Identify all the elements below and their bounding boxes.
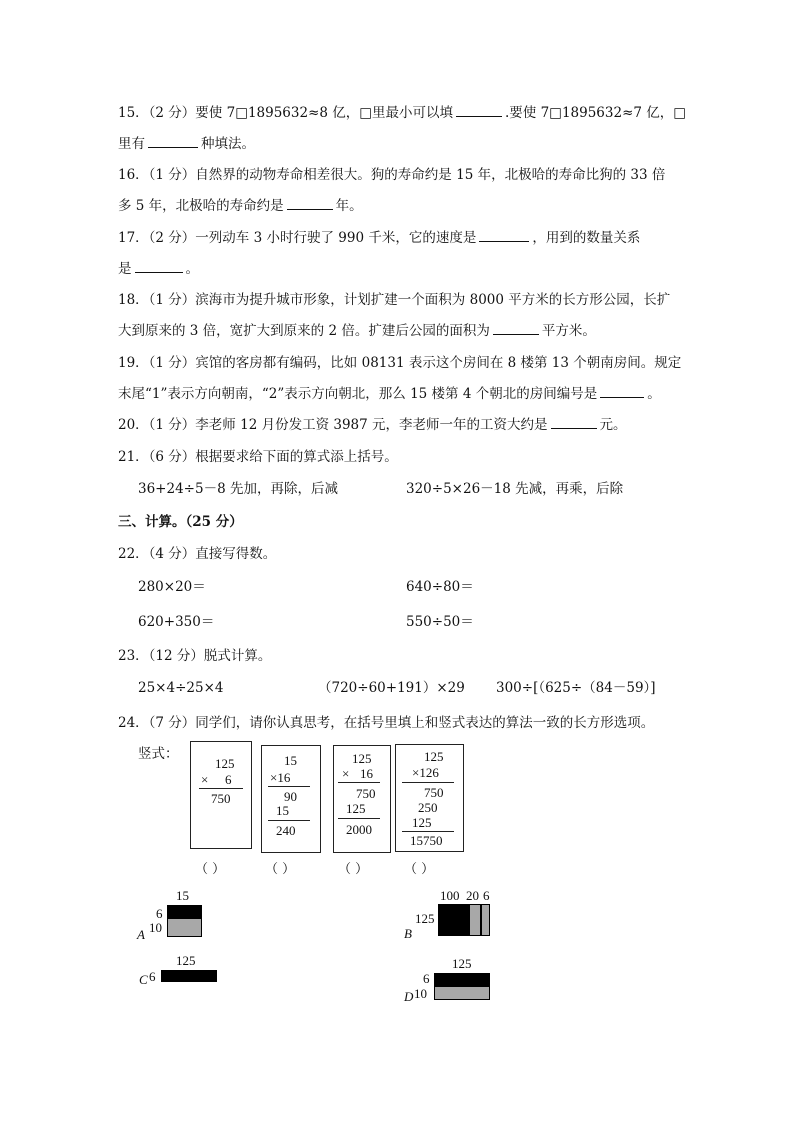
fig-c-left-label: 6 — [149, 969, 156, 984]
q21-title — [118, 448, 398, 466]
q16-line2 — [118, 197, 363, 215]
section-3-heading: 三、计算。（25 分） — [118, 514, 243, 530]
box4-rule-2 — [402, 831, 454, 832]
q17-line2 — [118, 260, 199, 278]
q19-text-b: 末尾“1”表示方向朝南，“2”表示方向朝北，那么 15 楼第 4 个朝北的房间编号是 — [118, 386, 598, 402]
fig-c-letter: C — [139, 972, 148, 987]
fig-d-gray-part — [434, 986, 490, 1000]
box1-product: 750 — [211, 791, 231, 806]
box1-rule — [199, 788, 243, 789]
q21-text: 21．（6 分）根据要求给下面的算式添上括号。 — [118, 449, 398, 465]
q15-text-b: .要使 7□1895632≈7 亿，□ — [505, 105, 687, 121]
box4-partial-1: 750 — [424, 785, 444, 800]
q22-item-4[interactable]: 550÷50＝ — [406, 614, 474, 630]
box3-product: 2000 — [346, 822, 372, 837]
q16-blank[interactable] — [287, 197, 333, 210]
q18-text-a: 18．（1 分）滨海市为提升城市形象，计划扩建一个面积为 8000 平方米的长方形公园，长扩 — [118, 292, 671, 308]
q15-text-d: 种填法。 — [201, 136, 255, 152]
q18-line2 — [118, 322, 596, 340]
q17-text-a: 17．（2 分）一列动车 3 小时行驶了 990 千米，它的速度是 — [118, 230, 477, 246]
fig-d-black-part — [434, 973, 490, 986]
box3-multiplicand: 125 — [352, 751, 372, 766]
fig-c-black-part — [161, 970, 217, 982]
q22-item-2[interactable]: 640÷80＝ — [406, 579, 474, 595]
q15-text-a: 15．（2 分）要使 7□1895632≈8 亿，□里最小可以填 — [118, 105, 454, 121]
rectangle-option-b — [400, 884, 495, 944]
q23-item-2[interactable]: （720÷60+191）×29 — [318, 680, 465, 696]
q18-blank[interactable] — [493, 322, 539, 335]
vertical-calc-box-3 — [333, 745, 391, 853]
q18-line1 — [118, 291, 670, 309]
fig-a-top-label: 15 — [176, 888, 189, 903]
fig-d-top-label: 125 — [452, 956, 472, 971]
q24-title: 24．（7 分）同学们，请你认真思考，在括号里填上和竖式表达的算法一致的长方形选项。 — [118, 715, 655, 731]
q18-text-c: 平方米。 — [541, 323, 596, 339]
box3-multiplier: 16 — [360, 766, 373, 781]
q23-item-3[interactable]: 300÷[（625÷（84－59）] — [496, 680, 656, 696]
box2-rule-1 — [268, 786, 310, 787]
fig-a-black-part — [167, 905, 202, 918]
fig-a-left-label-1: 6 — [156, 906, 163, 921]
q16-text-b: 多 5 年，北极哈的寿命约是 — [118, 198, 284, 214]
box4-multiplicand: 125 — [424, 749, 444, 764]
box2-partial-1: 90 — [284, 789, 297, 804]
box2-rule-2 — [268, 820, 310, 821]
rectangle-option-c — [137, 950, 227, 990]
box3-partial-1: 750 — [356, 786, 376, 801]
box2-partial-2: 15 — [276, 803, 289, 818]
fig-b-letter: B — [404, 926, 412, 941]
q15-text-c: 里有 — [118, 136, 145, 152]
q21-left-expression[interactable]: 36+24÷5－8 先加，再除，后减 — [138, 481, 338, 497]
vertical-calc-box-1 — [190, 741, 252, 849]
fig-d-letter: D — [404, 989, 414, 1004]
q20-line — [118, 416, 627, 434]
q22-item-1[interactable]: 280×20＝ — [138, 579, 206, 595]
q17-blank-2[interactable] — [135, 260, 183, 273]
fig-b-gray-part-1 — [469, 904, 481, 936]
q21-right-expression[interactable]: 320÷5×26－18 先减，再乘，后除 — [406, 481, 624, 497]
fig-b-black-part — [438, 904, 469, 936]
q24-label: 竖式： — [138, 746, 179, 762]
q15-line2 — [118, 135, 255, 153]
rectangle-option-a — [137, 885, 207, 945]
answer-paren-2[interactable]: （ ） — [265, 862, 296, 877]
box4-partial-2: 250 — [418, 800, 438, 815]
box2-multiplicand: 15 — [284, 753, 297, 768]
box4-partial-3: 125 — [412, 815, 432, 830]
fig-d-left-label-2: 10 — [414, 986, 427, 1001]
fig-a-gray-part — [167, 918, 202, 937]
q22-title: 22．（4 分）直接写得数。 — [118, 546, 277, 562]
q23-title: 23．（12 分）脱式计算。 — [118, 648, 272, 664]
box4-multiplier: ×126 — [412, 765, 439, 780]
fig-a-left-label-2: 10 — [149, 920, 162, 935]
q20-text-b: 元。 — [599, 417, 627, 433]
box2-multiplier: ×16 — [270, 770, 291, 785]
q18-text-b: 大到原来的 3 倍，宽扩大到原来的 2 倍。扩建后公园的面积为 — [118, 323, 490, 339]
q17-text-c: 是 — [118, 261, 132, 277]
q20-blank[interactable] — [551, 416, 597, 429]
fig-b-top-label-3: 6 — [483, 888, 490, 903]
answer-paren-3[interactable]: （ ） — [338, 862, 369, 877]
q23-item-1[interactable]: 25×4÷25×4 — [138, 680, 224, 696]
rectangle-option-d — [400, 953, 495, 1008]
q17-text-b: ，用到的数量关系 — [532, 230, 641, 246]
q20-text-a: 20．（1 分）李老师 12 月份发工资 3987 元，李老师一年的工资大约是 — [118, 417, 548, 433]
q15-blank-1[interactable] — [456, 104, 502, 117]
q22-item-3[interactable]: 620+350＝ — [138, 614, 215, 630]
box4-product: 15750 — [410, 833, 443, 848]
box3-rule-2 — [338, 818, 380, 819]
box3-times-sign: × — [342, 766, 350, 781]
box3-rule-1 — [338, 782, 380, 783]
box1-times-sign: × — [201, 772, 209, 787]
answer-paren-1[interactable]: （ ） — [195, 862, 226, 877]
fig-d-left-label-1: 6 — [423, 971, 430, 986]
fig-a-letter: A — [137, 927, 145, 942]
q17-text-d: 。 — [185, 261, 199, 277]
vertical-calc-box-2 — [261, 745, 321, 853]
box4-rule-1 — [402, 782, 454, 783]
q19-blank[interactable] — [600, 385, 644, 398]
vertical-calc-box-4 — [395, 744, 464, 852]
q17-blank-1[interactable] — [479, 229, 529, 242]
q15-blank-2[interactable] — [148, 135, 198, 148]
q19-line1 — [118, 354, 681, 372]
fig-c-top-label: 125 — [176, 953, 196, 968]
q16-text-a: 16．（1 分）自然界的动物寿命相差很大。狗的寿命约是 15 年，北极哈的寿命比狗的 33 倍 — [118, 167, 666, 183]
q16-line1 — [118, 166, 665, 184]
q15-line1 — [118, 104, 686, 122]
q16-text-c: 年。 — [335, 198, 363, 214]
answer-paren-4[interactable]: （ ） — [404, 862, 435, 877]
box1-multiplier: 6 — [225, 772, 232, 787]
fig-b-top-label-1: 100 — [440, 888, 460, 903]
box3-partial-2: 125 — [346, 801, 366, 816]
fig-b-top-label-2: 20 — [466, 888, 479, 903]
fig-b-left-label: 125 — [415, 911, 435, 926]
q19-text-a: 19．（1 分）宾馆的客房都有编码，比如 08131 表示这个房间在 8 楼第 13 个朝南房间。规定 — [118, 355, 682, 371]
q17-line1 — [118, 229, 640, 247]
q19-line2 — [118, 385, 661, 403]
q19-text-c: 。 — [647, 386, 661, 402]
fig-b-gray-part-2 — [481, 904, 490, 936]
box2-product: 240 — [276, 823, 296, 838]
box1-multiplicand: 125 — [215, 756, 235, 771]
